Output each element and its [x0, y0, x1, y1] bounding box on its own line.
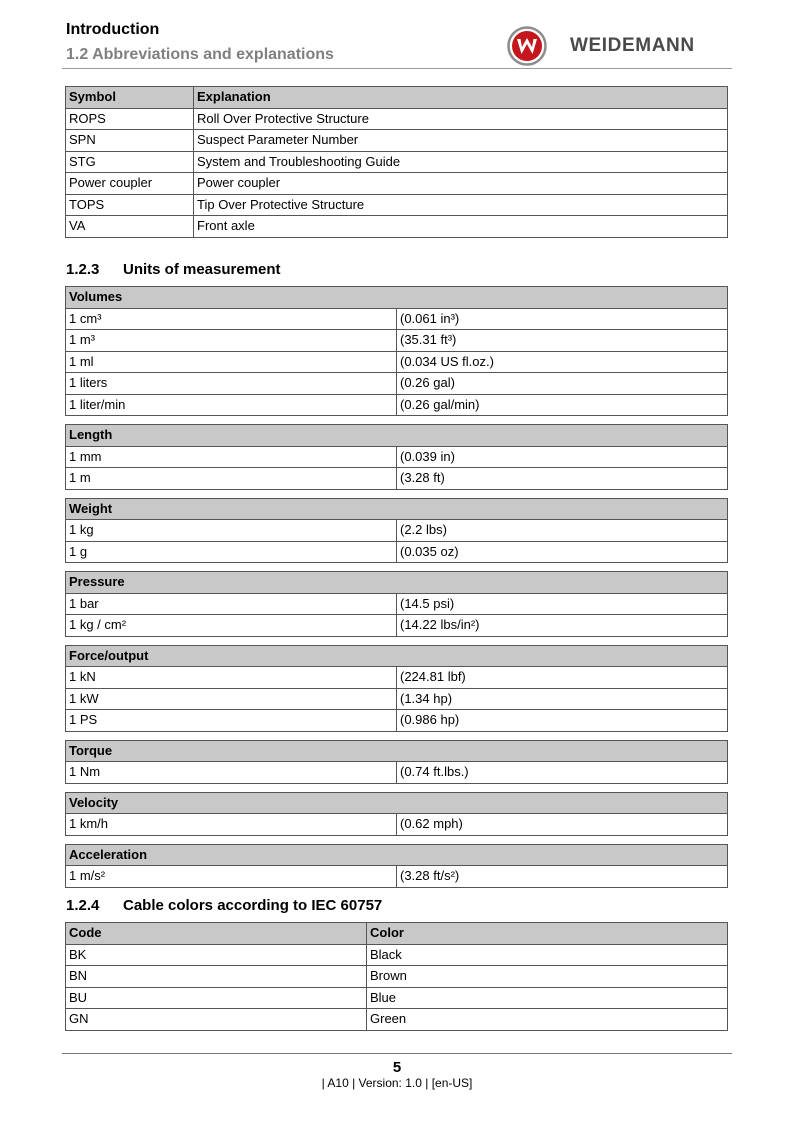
unit-cell: 1 liter/min: [66, 394, 397, 416]
table-row: [66, 173, 728, 195]
conversion-cell: (0.26 gal/min): [397, 394, 728, 416]
cable-colors-heading: [66, 897, 382, 914]
table-row: [66, 468, 728, 490]
table-row: [66, 615, 728, 637]
cable-colors-table: [65, 922, 728, 1031]
explanation-cell: System and Troubleshooting Guide: [194, 151, 728, 173]
table-row: [66, 966, 728, 988]
conversion-cell: (224.81 lbf): [397, 667, 728, 689]
unit-cell: 1 bar: [66, 593, 397, 615]
spacer-cell: [66, 563, 728, 572]
unit-cell: 1 kW: [66, 688, 397, 710]
unit-cell: 1 cm³: [66, 308, 397, 330]
code-cell: GN: [66, 1009, 367, 1031]
group-header-row: [66, 425, 728, 447]
conversion-cell: (0.035 oz): [397, 541, 728, 563]
group-header-row: [66, 498, 728, 520]
group-spacer: [66, 489, 728, 498]
unit-cell: 1 kN: [66, 667, 397, 689]
document-meta: | A10 | Version: 1.0 | [en-US]: [321, 1076, 473, 1090]
section-subtitle: 1.2 Abbreviations and explanations: [66, 46, 334, 63]
table-row: [66, 866, 728, 888]
table-row: [66, 710, 728, 732]
spacer-cell: [66, 636, 728, 645]
group-header-acceleration: Acceleration: [66, 844, 728, 866]
explanation-cell: Roll Over Protective Structure: [194, 108, 728, 130]
conversion-cell: (0.986 hp): [397, 710, 728, 732]
spacer-cell: [66, 835, 728, 844]
table-row: [66, 130, 728, 152]
page-number: 5: [392, 1059, 402, 1076]
conversion-cell: (2.2 lbs): [397, 520, 728, 542]
table-row: [66, 446, 728, 468]
header-divider: [62, 68, 732, 69]
table-row: [66, 593, 728, 615]
footer-divider: [62, 1053, 732, 1054]
section-number: 1.2.3: [66, 261, 100, 278]
table-row: [66, 216, 728, 238]
group-spacer: [66, 563, 728, 572]
table-row: [66, 194, 728, 216]
conversion-cell: (0.034 US fl.oz.): [397, 351, 728, 373]
table-row: [66, 108, 728, 130]
symbol-cell: TOPS: [66, 194, 194, 216]
conversion-cell: (14.22 lbs/in²): [397, 615, 728, 637]
unit-cell: 1 kg: [66, 520, 397, 542]
table-row: [66, 330, 728, 352]
table-row: [66, 351, 728, 373]
spacer-cell: [66, 489, 728, 498]
spacer-cell: [66, 731, 728, 740]
group-spacer: [66, 783, 728, 792]
explanation-cell: Power coupler: [194, 173, 728, 195]
unit-cell: 1 g: [66, 541, 397, 563]
group-spacer: [66, 416, 728, 425]
group-spacer: [66, 636, 728, 645]
symbol-cell: ROPS: [66, 108, 194, 130]
group-header-weight: Weight: [66, 498, 728, 520]
group-header-length: Length: [66, 425, 728, 447]
section-title: Units of measurement: [123, 261, 281, 278]
color-cell: Blue: [367, 987, 728, 1009]
table-header-row: [66, 923, 728, 945]
unit-cell: 1 mm: [66, 446, 397, 468]
color-cell: Brown: [367, 966, 728, 988]
column-header-code: Code: [66, 923, 367, 945]
unit-cell: 1 m³: [66, 330, 397, 352]
group-header-volumes: Volumes: [66, 287, 728, 309]
conversion-cell: (0.039 in): [397, 446, 728, 468]
table-row: [66, 944, 728, 966]
group-header-row: [66, 287, 728, 309]
table-row: [66, 667, 728, 689]
symbol-cell: SPN: [66, 130, 194, 152]
weidemann-logo-icon: [507, 26, 547, 66]
conversion-cell: (0.26 gal): [397, 373, 728, 395]
group-header-pressure: Pressure: [66, 572, 728, 594]
conversion-cell: (3.28 ft): [397, 468, 728, 490]
conversion-cell: (0.74 ft.lbs.): [397, 762, 728, 784]
conversion-cell: (0.061 in³): [397, 308, 728, 330]
table-row: [66, 987, 728, 1009]
conversion-cell: (1.34 hp): [397, 688, 728, 710]
spacer-cell: [66, 783, 728, 792]
chapter-title: Introduction: [66, 21, 160, 38]
explanation-cell: Tip Over Protective Structure: [194, 194, 728, 216]
code-cell: BU: [66, 987, 367, 1009]
group-header-row: [66, 792, 728, 814]
group-header-torque: Torque: [66, 740, 728, 762]
code-cell: BK: [66, 944, 367, 966]
column-header-symbol: Symbol: [66, 87, 194, 109]
explanation-cell: Suspect Parameter Number: [194, 130, 728, 152]
abbreviations-table: [65, 86, 728, 238]
group-header-velocity: Velocity: [66, 792, 728, 814]
group-header-row: [66, 645, 728, 667]
conversion-cell: (0.62 mph): [397, 814, 728, 836]
brand-wordmark: WEIDEMANN: [570, 35, 695, 56]
conversion-cell: (14.5 psi): [397, 593, 728, 615]
section-number: 1.2.4: [66, 897, 100, 914]
column-header-color: Color: [367, 923, 728, 945]
section-title: Cable colors according to IEC 60757: [123, 897, 383, 914]
table-row: [66, 373, 728, 395]
group-spacer: [66, 835, 728, 844]
symbol-cell: Power coupler: [66, 173, 194, 195]
table-row: [66, 762, 728, 784]
units-heading: [66, 261, 281, 278]
table-row: [66, 688, 728, 710]
table-row: [66, 541, 728, 563]
table-row: [66, 151, 728, 173]
table-row: [66, 394, 728, 416]
unit-cell: 1 liters: [66, 373, 397, 395]
table-row: [66, 520, 728, 542]
symbol-cell: VA: [66, 216, 194, 238]
table-row: [66, 814, 728, 836]
group-spacer: [66, 731, 728, 740]
table-row: [66, 308, 728, 330]
spacer-cell: [66, 416, 728, 425]
unit-cell: 1 m/s²: [66, 866, 397, 888]
units-table: [65, 286, 728, 888]
group-header-row: [66, 844, 728, 866]
unit-cell: 1 PS: [66, 710, 397, 732]
unit-cell: 1 m: [66, 468, 397, 490]
unit-cell: 1 ml: [66, 351, 397, 373]
explanation-cell: Front axle: [194, 216, 728, 238]
table-row: [66, 1009, 728, 1031]
symbol-cell: STG: [66, 151, 194, 173]
color-cell: Green: [367, 1009, 728, 1031]
column-header-explanation: Explanation: [194, 87, 728, 109]
group-header-force-output: Force/output: [66, 645, 728, 667]
conversion-cell: (35.31 ft³): [397, 330, 728, 352]
color-cell: Black: [367, 944, 728, 966]
unit-cell: 1 km/h: [66, 814, 397, 836]
unit-cell: 1 Nm: [66, 762, 397, 784]
code-cell: BN: [66, 966, 367, 988]
unit-cell: 1 kg / cm²: [66, 615, 397, 637]
group-header-row: [66, 572, 728, 594]
table-header-row: [66, 87, 728, 109]
conversion-cell: (3.28 ft/s²): [397, 866, 728, 888]
group-header-row: [66, 740, 728, 762]
